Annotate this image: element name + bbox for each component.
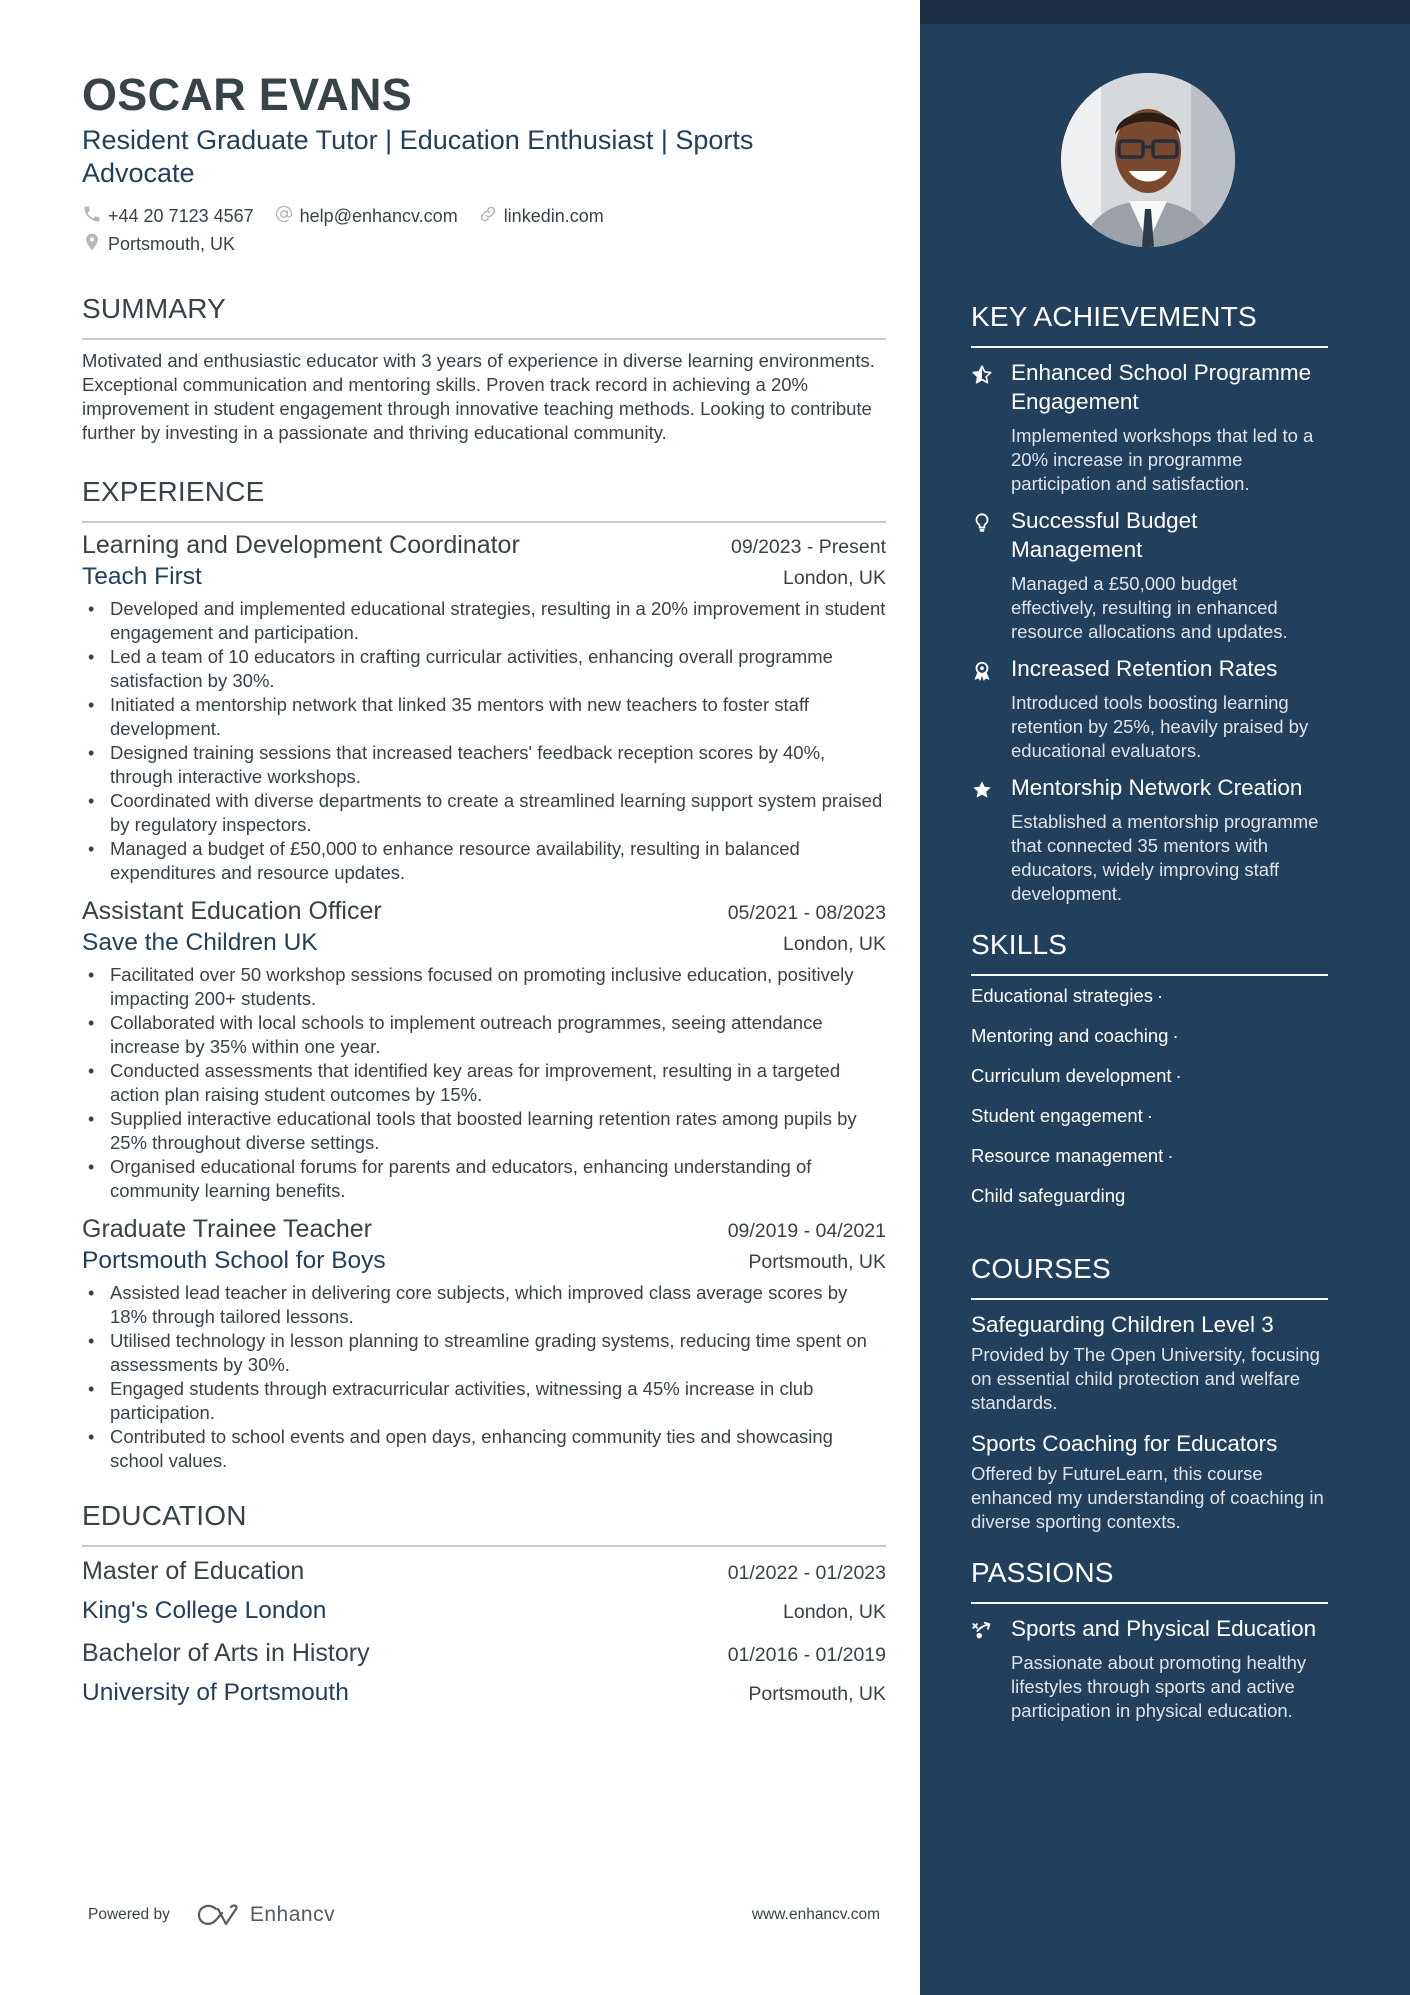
contact-phone[interactable]	[82, 204, 254, 228]
education-location: London, UK	[783, 1601, 886, 1623]
sports-play-icon	[971, 1614, 1011, 1723]
course-title: Safeguarding Children Level 3	[971, 1312, 1274, 1337]
achievement-description: Implemented workshops that led to a 20% increase in programme participation and satisfaction.	[1011, 425, 1314, 494]
job-bullet: • Managed a budget of £50,000 to enhance resource availability, resulting in balanced expenditures and resource updates.	[82, 837, 886, 885]
job-dates: 09/2019 - 04/2021	[727, 1220, 886, 1242]
skills-section	[971, 928, 1328, 1208]
skill-item	[971, 1184, 1328, 1208]
skill-label: Curriculum development	[971, 1065, 1172, 1086]
job-title: Learning and Development Coordinator	[82, 531, 520, 559]
lightbulb-icon	[971, 506, 1011, 644]
education-dates: 01/2016 - 01/2019	[727, 1644, 886, 1666]
company-name: Portsmouth School for Boys	[82, 1247, 386, 1274]
section-divider	[971, 346, 1328, 348]
star-half-icon	[971, 358, 1011, 496]
job-dates: 05/2021 - 08/2023	[727, 902, 886, 924]
skill-label: Mentoring and coaching	[971, 1025, 1169, 1046]
job-bullet: • Coordinated with diverse departments to create a streamlined learning support system praised by regulatory inspectors.	[82, 789, 886, 837]
section-divider	[82, 1545, 886, 1547]
job-bullet: • Organised educational forums for parents and educators, enhancing understanding of community learning benefits.	[82, 1155, 886, 1203]
job-bullet: • Conducted assessments that identified key areas for improvement, resulting in a targeted action plan raising student outcomes by 15%.	[82, 1059, 886, 1107]
achievement-item	[971, 773, 1328, 906]
course-item	[971, 1310, 1328, 1415]
skill-separator: ·	[1146, 1105, 1153, 1126]
course-item	[971, 1429, 1328, 1534]
school-name: University of Portsmouth	[82, 1679, 349, 1706]
skill-separator: ·	[1167, 1145, 1174, 1166]
at-icon	[274, 204, 300, 229]
courses-heading: COURSES	[971, 1253, 1111, 1284]
achievement-description: Introduced tools boosting learning retention by 25%, heavily praised by educational evaluators.	[1011, 692, 1309, 761]
job-title: Graduate Trainee Teacher	[82, 1215, 373, 1243]
job-bullets	[82, 597, 886, 885]
achievement-title: Mentorship Network Creation	[1011, 775, 1303, 800]
job-bullet: • Contributed to school events and open days, enhancing community ties and showcasing school values.	[82, 1425, 886, 1473]
skill-item	[971, 1024, 1328, 1048]
job-bullet: • Led a team of 10 educators in crafting curricular activities, enhancing overall programme satisfaction by 30%.	[82, 645, 886, 693]
skill-item	[971, 1144, 1328, 1168]
phone-icon	[82, 204, 108, 229]
skill-label: Resource management	[971, 1145, 1164, 1166]
skill-label: Student engagement	[971, 1105, 1143, 1126]
job-bullet: • Engaged students through extracurricular activities, witnessing a 45% increase in club participation.	[82, 1377, 886, 1425]
job-dates: 09/2023 - Present	[730, 536, 886, 558]
passions-section	[971, 1556, 1328, 1723]
job-location: London, UK	[783, 567, 886, 589]
skill-separator: ·	[1157, 985, 1164, 1006]
skill-item	[971, 1104, 1328, 1128]
education-heading: EDUCATION	[82, 1500, 247, 1531]
section-divider	[971, 974, 1328, 976]
section-divider	[82, 338, 886, 340]
summary-text: Motivated and enthusiastic educator with 3 years of experience in diverse learning environments. Exceptional communication and mentoring skills. Proven track record in achieving a 20% improvement in student engagement through innovative teaching methods. Looking to contribute further by investing in a passionate and thriving educational community.	[82, 350, 875, 443]
sidebar-content	[971, 300, 1328, 1723]
experience-entry	[82, 1213, 886, 1473]
profile-photo	[1061, 73, 1235, 247]
passions-heading: PASSIONS	[971, 1557, 1114, 1588]
company-name: Save the Children UK	[82, 929, 318, 956]
award-ribbon-icon	[971, 654, 1011, 763]
skill-label: Educational strategies	[971, 985, 1154, 1006]
job-bullets	[82, 963, 886, 1203]
education-section	[82, 1499, 896, 1709]
school-name: King's College London	[82, 1597, 327, 1624]
passion-description: Passionate about promoting healthy lifestyles through sports and active participation in physical education.	[1011, 1652, 1307, 1721]
achievement-title: Successful Budget Management	[1011, 508, 1198, 562]
skills-list	[971, 984, 1328, 1208]
summary-heading: SUMMARY	[82, 293, 227, 324]
contact-location	[82, 232, 235, 256]
section-divider	[971, 1298, 1328, 1300]
location-value: Portsmouth, UK	[108, 233, 236, 254]
job-bullet: • Collaborated with local schools to implement outreach programmes, seeing attendance increase by 35% within one year.	[82, 1011, 886, 1059]
section-divider	[971, 1602, 1328, 1604]
skill-separator: ·	[1172, 1025, 1179, 1046]
enhancv-logo[interactable]	[196, 1903, 335, 1927]
summary-section	[82, 292, 896, 445]
passion-item	[971, 1614, 1328, 1723]
contact-email[interactable]	[274, 204, 458, 228]
job-title: Assistant Education Officer	[82, 897, 382, 925]
location-pin-icon	[82, 232, 108, 257]
degree-title: Bachelor of Arts in History	[82, 1639, 370, 1667]
education-entry	[82, 1637, 886, 1709]
achievement-description: Managed a £50,000 budget effectively, resulting in enhanced resource allocations and updates.	[1011, 573, 1288, 642]
skill-label: Child safeguarding	[971, 1185, 1126, 1206]
section-divider	[82, 521, 886, 523]
candidate-name: OSCAR EVANS	[82, 69, 413, 120]
skill-item	[971, 984, 1328, 1008]
job-bullet: • Assisted lead teacher in delivering core subjects, which improved class average scores by 18% through tailored lessons.	[82, 1281, 886, 1329]
education-dates: 01/2022 - 01/2023	[727, 1562, 886, 1584]
passion-title: Sports and Physical Education	[1011, 1616, 1317, 1641]
email-value: help@enhancv.com	[299, 205, 458, 226]
course-description: Offered by FutureLearn, this course enhanced my understanding of coaching in diverse sporting contexts.	[971, 1463, 1324, 1532]
website-link[interactable]: www.enhancv.com	[751, 1906, 880, 1923]
job-bullet: • Supplied interactive educational tools that boosted learning retention rates among pupils by 25% throughout diverse settings.	[82, 1107, 886, 1155]
job-bullets	[82, 1281, 886, 1473]
star-icon	[971, 773, 1011, 906]
company-name: Teach First	[82, 563, 202, 590]
achievement-item	[971, 506, 1328, 644]
enhancv-logo-icon	[196, 1903, 242, 1927]
course-title: Sports Coaching for Educators	[971, 1431, 1278, 1456]
skill-item	[971, 1064, 1328, 1088]
job-bullet: • Initiated a mentorship network that linked 35 mentors with new teachers to foster staff development.	[82, 693, 886, 741]
achievement-description: Established a mentorship programme that connected 35 mentors with educators, widely improving staff development.	[1011, 811, 1319, 904]
course-description: Provided by The Open University, focusing on essential child protection and welfare standards.	[971, 1344, 1320, 1413]
experience-heading: EXPERIENCE	[82, 476, 265, 507]
powered-by	[88, 1903, 335, 1927]
phone-value: +44 20 7123 4567	[108, 205, 254, 226]
education-entry	[82, 1555, 886, 1627]
degree-title: Master of Education	[82, 1557, 305, 1585]
achievements-heading: KEY ACHIEVEMENTS	[971, 301, 1257, 332]
contact-linkedin[interactable]	[478, 204, 604, 228]
experience-section	[82, 475, 896, 1473]
experience-entry	[82, 895, 886, 1203]
candidate-headline: Resident Graduate Tutor | Education Enthusiast | Sports Advocate	[82, 125, 754, 188]
education-location: Portsmouth, UK	[748, 1683, 886, 1705]
achievement-item	[971, 358, 1328, 496]
sidebar	[920, 0, 1410, 1995]
sidebar-top-band	[920, 0, 1410, 24]
achievement-title: Increased Retention Rates	[1011, 656, 1278, 681]
job-bullet: • Facilitated over 50 workshop sessions focused on promoting inclusive education, positively impacting 200+ students.	[82, 963, 886, 1011]
linkedin-value: linkedin.com	[503, 205, 604, 226]
experience-entry	[82, 529, 886, 885]
achievement-title: Enhanced School Programme Engagement	[1011, 360, 1312, 414]
skill-separator: ·	[1175, 1065, 1182, 1086]
enhancv-brand-name: Enhancv	[249, 1903, 336, 1926]
link-icon	[478, 204, 504, 229]
skills-heading: SKILLS	[971, 929, 1068, 960]
job-bullet: • Developed and implemented educational strategies, resulting in a 20% improvement in student engagement and participation.	[82, 597, 886, 645]
footer	[88, 1903, 880, 1927]
achievement-item	[971, 654, 1328, 763]
job-bullet: • Utilised technology in lesson planning to streamline grading systems, reducing time spent on assessments by 30%.	[82, 1329, 886, 1377]
courses-section	[971, 1252, 1328, 1534]
contact-list	[82, 204, 682, 256]
job-bullet: • Designed training sessions that increased teachers' feedback reception scores by 40%, through interactive workshops.	[82, 741, 886, 789]
job-location: Portsmouth, UK	[748, 1251, 886, 1273]
job-location: London, UK	[783, 933, 886, 955]
powered-by-label: Powered by	[88, 1906, 170, 1923]
achievements-section	[971, 300, 1328, 906]
